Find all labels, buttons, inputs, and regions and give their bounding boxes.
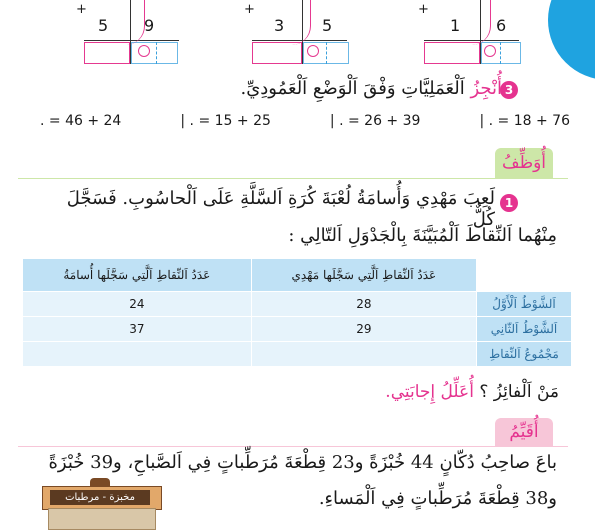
- carry-circle: [484, 45, 496, 57]
- exercise-1-line-2: مِنْهُما اَلنِّقاطَ اَلْمُبَيَّنَةَ بِالْجَدْوَلِ اَلتّالِي :: [288, 225, 557, 246]
- exercise-1-line-1: لَعِبَ مَهْدِي وَأُسامَةُ لُعْبَةَ كُرَةِ اَلسَّلَّةِ عَلَى اَلْحاسُوبِ. فَسَجَّلَ كُلٌّ: [66, 188, 495, 230]
- row-label: اَلشَّوْطُ اَلْأَوَّلُ: [477, 292, 572, 317]
- table-cell: 29: [251, 317, 476, 342]
- operation[interactable]: | . = 18 + 76: [479, 113, 570, 129]
- carry-circle: [307, 45, 319, 57]
- bakery-illustration: [42, 478, 160, 526]
- divider: [18, 446, 568, 447]
- table-cell: 24: [23, 292, 252, 317]
- digit: 5: [98, 16, 109, 35]
- operations-row: [40, 113, 570, 129]
- evaluate-line-2: و38 قِطْعَةَ مُرَطِّباتٍ فِي اَلْمَساءِ.: [318, 488, 557, 509]
- digit: 9: [144, 16, 155, 35]
- instruction-text: اَلْعَمَلِيَّاتِ وَفْقَ اَلْوَضْعِ اَلْعَمُودِيِّ.: [240, 78, 471, 99]
- digit: 5: [322, 16, 333, 35]
- addition-strip-3: + 1 6: [424, 0, 519, 70]
- corner-decoration: [548, 0, 595, 80]
- bakery-sign: مخبزة - مرطبات: [50, 490, 150, 505]
- header-osama: عَدَدُ اَلنِّقاطِ اَلَّتِي سَجَّلَها أُسامَةُ: [23, 259, 252, 292]
- digit: 1: [450, 16, 461, 35]
- table-cell: 28: [251, 292, 476, 317]
- digit: 6: [496, 16, 507, 35]
- addition-strip-2: + 3 5: [252, 0, 347, 70]
- digit: 3: [274, 16, 285, 35]
- table-cell-total[interactable]: [251, 342, 476, 367]
- operation[interactable]: . = 46 + 24: [40, 113, 122, 129]
- exercise-number-badge: 1: [500, 194, 518, 212]
- carry-circle: [138, 45, 150, 57]
- exercise-3-instruction: [240, 78, 502, 99]
- addition-strip-1: + 5 9: [84, 0, 179, 70]
- exercise-number-badge: 3: [500, 81, 518, 99]
- justify-text: أُعَلِّلُ إِجابَتِي.: [385, 382, 480, 402]
- points-table: [22, 258, 572, 367]
- header-mehdi: عَدَدُ اَلنِّقاطِ اَلَّتِي سَجَّلَها مَهْدِي: [251, 259, 476, 292]
- evaluate-line-1: باعَ صاحِبُ دُكّانٍ 44 خُبْزَةً و23 قِطْعَةَ مُرَطِّباتٍ فِي اَلصَّباحِ، و39 خُبْزَةً: [48, 452, 557, 473]
- table-cell-total[interactable]: [23, 342, 252, 367]
- row-label: مَجْمُوعُ اَلنِّقاطِ: [477, 342, 572, 367]
- instruction-verb: أُنْجِزُ: [470, 78, 502, 99]
- section-tab-apply: أُوَظِّفُ: [495, 148, 553, 178]
- question-line: [385, 382, 559, 402]
- question-text: مَنْ اَلْفائِزُ ؟: [479, 382, 559, 402]
- answer-box[interactable]: [252, 42, 302, 64]
- table-cell: 37: [23, 317, 252, 342]
- answer-box[interactable]: [84, 42, 130, 64]
- operation[interactable]: | . = 15 + 25: [180, 113, 271, 129]
- operation[interactable]: | . = 26 + 39: [329, 113, 421, 129]
- section-tab-evaluate: أُقَيِّمُ: [495, 418, 553, 446]
- row-label: اَلشَّوْطُ اَلثّانِي: [477, 317, 572, 342]
- answer-box[interactable]: [424, 42, 480, 64]
- divider: [18, 178, 568, 179]
